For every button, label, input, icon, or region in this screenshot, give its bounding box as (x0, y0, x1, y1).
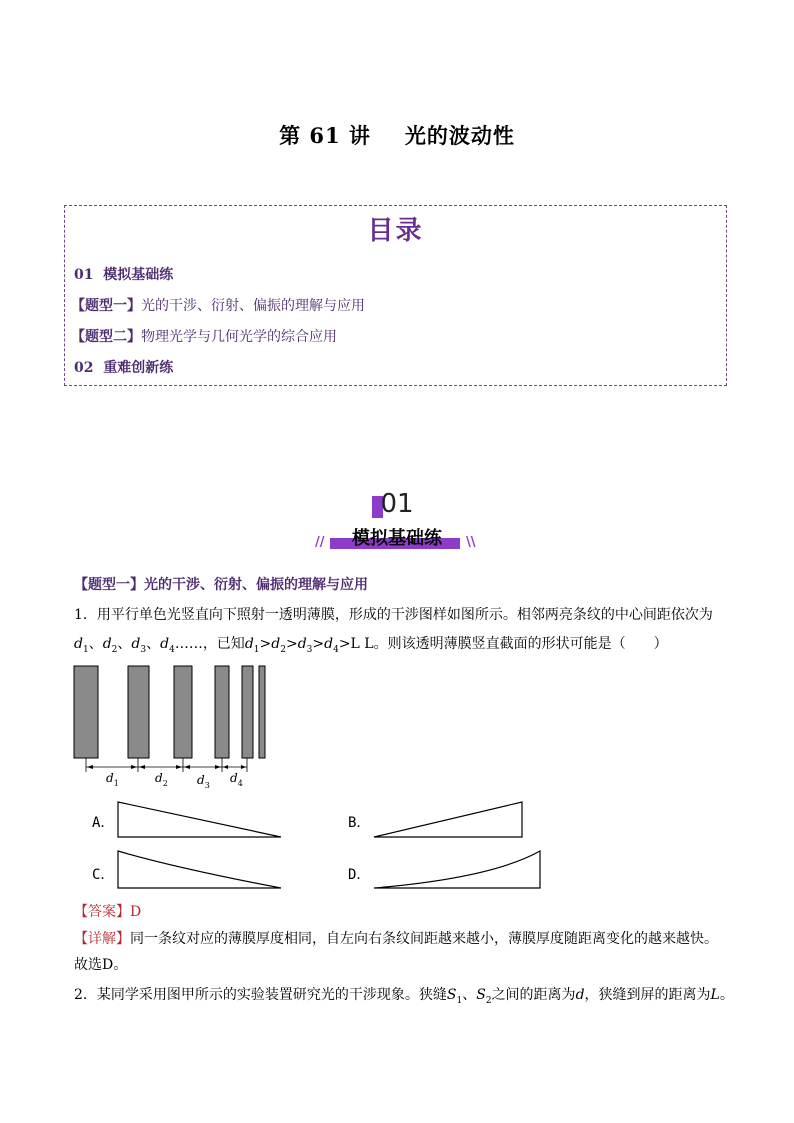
table-of-contents (64, 205, 727, 386)
answer: 【答案】D (74, 904, 142, 920)
q1-line2: $d_1$、$d_2$、$d_3$、$d_4\dots\dots$，已知$d_1>d_2>d_3>d_4>L$ L。则该透明薄膜竖直截面的形状可能是（ ） (74, 636, 668, 655)
label-d1: $d_1$ (106, 771, 119, 788)
option-b-label[interactable]: B． (348, 815, 371, 831)
toc-item[interactable]: 02 重难创新练 (74, 360, 174, 376)
option-d-figure[interactable] (372, 848, 544, 892)
q2-line1: 2．某同学采用图甲所示的实验装置研究光的干涉现象。狭缝$S_1$、$S_2$之间的距离为d，狭缝到屏的距离为L。 (74, 987, 734, 1006)
q1-line1: 1．用平行单色光竖直向下照射一透明薄膜，形成的干涉图样如图所示。相邻两亮条纹的中心间距依次为 (74, 607, 713, 623)
fringe-4 (215, 666, 229, 758)
fringe-3 (174, 666, 192, 758)
section-slash-right: \\ (466, 535, 476, 550)
toc-item[interactable]: 【题型一】光的干涉、衍射、偏振的理解与应用 (71, 298, 365, 314)
option-d-label[interactable]: D． (348, 867, 371, 883)
label-d2: $d_2$ (155, 771, 168, 788)
fringe-5 (242, 666, 253, 758)
fringe-6 (259, 666, 265, 758)
document-title: 第 61 讲 光的波动性 (279, 123, 515, 148)
section-slash-left: // (315, 535, 325, 550)
interference-fringe-figure (70, 660, 280, 792)
label-d3: $d_3$ (197, 773, 210, 790)
detail: 【详解】同一条纹对应的薄膜厚度相同，自左向右条纹间距越来越小，薄膜厚度随距离变化的越来越快。 (74, 931, 718, 947)
option-a-label[interactable]: A． (92, 815, 115, 831)
label-d4: $d_4$ (230, 771, 243, 788)
option-a-figure[interactable] (116, 800, 284, 840)
fringe-1 (74, 666, 98, 758)
fringe-2 (128, 666, 149, 758)
section-number: 01 (380, 489, 414, 519)
section-label: 模拟基础练 (352, 528, 442, 549)
detail-conclusion: 故选D。 (74, 957, 128, 973)
question-type-heading: 【题型一】光的干涉、衍射、偏振的理解与应用 (74, 577, 368, 593)
toc-heading: 目录 (367, 216, 424, 246)
option-c-label[interactable]: C． (92, 867, 115, 883)
option-b-figure[interactable] (372, 800, 526, 840)
toc-item[interactable]: 01 模拟基础练 (74, 267, 174, 283)
option-c-figure[interactable] (116, 848, 284, 892)
toc-item[interactable]: 【题型二】物理光学与几何光学的综合应用 (71, 329, 337, 345)
